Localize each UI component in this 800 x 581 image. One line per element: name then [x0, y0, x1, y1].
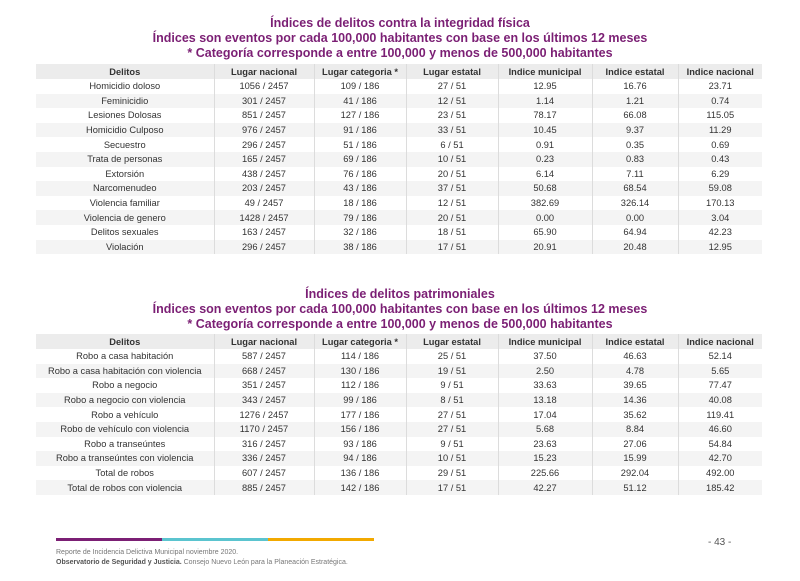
table-cell: 18 / 186 [314, 196, 406, 211]
crime-name-cell: Violencia familiar [36, 196, 214, 211]
table-cell: 20.48 [592, 240, 678, 255]
table-cell: 12 / 51 [406, 196, 498, 211]
section-1-subtitle: Índices son eventos por cada 100,000 habitantes con base en los últimos 12 meses [152, 31, 648, 45]
table-cell: 177 / 186 [314, 407, 406, 422]
table-cell: 15.23 [498, 451, 592, 466]
table-cell: 1056 / 2457 [214, 79, 314, 94]
table-cell: 156 / 186 [314, 422, 406, 437]
table-cell: 17 / 51 [406, 240, 498, 255]
crime-name-cell: Robo a transeúntes [36, 437, 214, 452]
crime-name-cell: Homicidio doloso [36, 79, 214, 94]
table-row [36, 181, 762, 196]
section-2-title: Índices de delitos patrimoniales [305, 287, 495, 301]
table-cell: 93 / 186 [314, 437, 406, 452]
table-cell: 0.00 [498, 210, 592, 225]
table-cell: 0.35 [592, 137, 678, 152]
table-cell: 14.36 [592, 393, 678, 408]
table-cell: 94 / 186 [314, 451, 406, 466]
table-cell: 9 / 51 [406, 437, 498, 452]
column-header: Indice municipal [498, 334, 592, 349]
table-cell: 8.84 [592, 422, 678, 437]
table-cell: 12.95 [678, 240, 762, 255]
table-row [36, 152, 762, 167]
table-cell: 0.23 [498, 152, 592, 167]
table-cell: 0.00 [592, 210, 678, 225]
table-cell: 12.95 [498, 79, 592, 94]
table-cell: 40.08 [678, 393, 762, 408]
section-1-title: Índices de delitos contra la integridad física [270, 16, 530, 30]
table-cell: 20.91 [498, 240, 592, 255]
table-row [36, 196, 762, 211]
table-cell: 163 / 2457 [214, 225, 314, 240]
column-header: Indice nacional [678, 334, 762, 349]
table-cell: 492.00 [678, 466, 762, 481]
table-cell: 0.83 [592, 152, 678, 167]
table-cell: 42.27 [498, 480, 592, 495]
section-2-heading [0, 287, 800, 332]
table-row [36, 466, 762, 481]
table-header-row [36, 334, 762, 349]
table-row [36, 407, 762, 422]
crime-name-cell: Feminicidio [36, 94, 214, 109]
table-cell: 109 / 186 [314, 79, 406, 94]
table-cell: 6.29 [678, 167, 762, 182]
table-cell: 0.74 [678, 94, 762, 109]
table-cell: 296 / 2457 [214, 137, 314, 152]
table-cell: 351 / 2457 [214, 378, 314, 393]
table-cell: 42.23 [678, 225, 762, 240]
crime-name-cell: Robo a vehículo [36, 407, 214, 422]
table-cell: 9.37 [592, 123, 678, 138]
table-cell: 851 / 2457 [214, 108, 314, 123]
column-header: Lugar estatal [406, 334, 498, 349]
footer-bar-segment [268, 538, 374, 541]
table-cell: 12 / 51 [406, 94, 498, 109]
crime-name-cell: Robo a negocio [36, 378, 214, 393]
table-cell: 41 / 186 [314, 94, 406, 109]
table-cell: 6.14 [498, 167, 592, 182]
table-cell: 16.76 [592, 79, 678, 94]
table-cell: 1428 / 2457 [214, 210, 314, 225]
crime-name-cell: Robo a negocio con violencia [36, 393, 214, 408]
column-header: Lugar estatal [406, 64, 498, 79]
crime-name-cell: Delitos sexuales [36, 225, 214, 240]
table-row [36, 240, 762, 255]
table-cell: 25 / 51 [406, 349, 498, 364]
table-cell: 27.06 [592, 437, 678, 452]
table-cell: 115.05 [678, 108, 762, 123]
table-cell: 38 / 186 [314, 240, 406, 255]
table-cell: 20 / 51 [406, 210, 498, 225]
section-2-note: * Categoría corresponde a entre 100,000 y menos de 500,000 habitantes [187, 317, 613, 331]
table-cell: 23.71 [678, 79, 762, 94]
table-cell: 52.14 [678, 349, 762, 364]
table-row [36, 210, 762, 225]
table-cell: 2.50 [498, 364, 592, 379]
footer-credits [56, 548, 348, 568]
crime-name-cell: Robo a casa habitación [36, 349, 214, 364]
table-cell: 607 / 2457 [214, 466, 314, 481]
table-cell: 37.50 [498, 349, 592, 364]
table-cell: 0.91 [498, 137, 592, 152]
table-cell: 0.69 [678, 137, 762, 152]
column-header: Delitos [36, 334, 214, 349]
crime-name-cell: Violencia de genero [36, 210, 214, 225]
table-cell: 4.78 [592, 364, 678, 379]
table-header-row [36, 64, 762, 79]
table-cell: 54.84 [678, 437, 762, 452]
column-header: Lugar categoria * [314, 334, 406, 349]
crime-name-cell: Robo a transeúntes con violencia [36, 451, 214, 466]
table-cell: 65.90 [498, 225, 592, 240]
table-cell: 64.94 [592, 225, 678, 240]
table-cell: 203 / 2457 [214, 181, 314, 196]
crime-name-cell: Lesiones Dolosas [36, 108, 214, 123]
table-row [36, 225, 762, 240]
table-row [36, 393, 762, 408]
table-cell: 46.60 [678, 422, 762, 437]
table-cell: 5.65 [678, 364, 762, 379]
footer-org-rest: Consejo Nuevo León para la Planeación Estratégica. [181, 559, 348, 566]
table-cell: 136 / 186 [314, 466, 406, 481]
table-cell: 33.63 [498, 378, 592, 393]
crime-name-cell: Robo de vehículo con violencia [36, 422, 214, 437]
column-header: Indice municipal [498, 64, 592, 79]
footer-org-name: Observatorio de Seguridad y Justicia. [56, 559, 182, 566]
column-header: Delitos [36, 64, 214, 79]
table-cell: 165 / 2457 [214, 152, 314, 167]
crime-name-cell: Total de robos con violencia [36, 480, 214, 495]
column-header: Lugar nacional [214, 334, 314, 349]
table-cell: 976 / 2457 [214, 123, 314, 138]
table-cell: 885 / 2457 [214, 480, 314, 495]
table-cell: 326.14 [592, 196, 678, 211]
table-cell: 382.69 [498, 196, 592, 211]
table-cell: 29 / 51 [406, 466, 498, 481]
footer-bar-segment [162, 538, 268, 541]
table-cell: 78.17 [498, 108, 592, 123]
page-number: - 43 - [708, 537, 732, 548]
table-cell: 23.63 [498, 437, 592, 452]
table-cell: 69 / 186 [314, 152, 406, 167]
table-cell: 11.29 [678, 123, 762, 138]
table-cell: 27 / 51 [406, 407, 498, 422]
table-cell: 130 / 186 [314, 364, 406, 379]
table-row [36, 364, 762, 379]
physical-integrity-table [36, 64, 762, 254]
table-cell: 170.13 [678, 196, 762, 211]
crime-name-cell: Homicidio Culposo [36, 123, 214, 138]
crime-name-cell: Secuestro [36, 137, 214, 152]
table-cell: 19 / 51 [406, 364, 498, 379]
table-cell: 20 / 51 [406, 167, 498, 182]
table-cell: 8 / 51 [406, 393, 498, 408]
table-cell: 18 / 51 [406, 225, 498, 240]
table-cell: 10.45 [498, 123, 592, 138]
table-cell: 59.08 [678, 181, 762, 196]
table-cell: 3.04 [678, 210, 762, 225]
crime-name-cell: Narcomenudeo [36, 181, 214, 196]
table-cell: 37 / 51 [406, 181, 498, 196]
table-cell: 1.21 [592, 94, 678, 109]
crime-name-cell: Total de robos [36, 466, 214, 481]
table-cell: 301 / 2457 [214, 94, 314, 109]
table-row [36, 79, 762, 94]
table-cell: 343 / 2457 [214, 393, 314, 408]
table-cell: 23 / 51 [406, 108, 498, 123]
table-cell: 99 / 186 [314, 393, 406, 408]
table-cell: 127 / 186 [314, 108, 406, 123]
crime-name-cell: Extorsión [36, 167, 214, 182]
table-cell: 114 / 186 [314, 349, 406, 364]
table-cell: 438 / 2457 [214, 167, 314, 182]
table-cell: 79 / 186 [314, 210, 406, 225]
table-row [36, 451, 762, 466]
table-row [36, 167, 762, 182]
table-cell: 27 / 51 [406, 79, 498, 94]
section-1-note: * Categoría corresponde a entre 100,000 y menos de 500,000 habitantes [187, 46, 613, 60]
column-header: Lugar categoria * [314, 64, 406, 79]
crime-name-cell: Robo a casa habitación con violencia [36, 364, 214, 379]
table-cell: 50.68 [498, 181, 592, 196]
table-cell: 49 / 2457 [214, 196, 314, 211]
table-row [36, 123, 762, 138]
footer-bar-segment [56, 538, 162, 541]
column-header: Indice nacional [678, 64, 762, 79]
table-cell: 33 / 51 [406, 123, 498, 138]
table-cell: 185.42 [678, 480, 762, 495]
table-cell: 43 / 186 [314, 181, 406, 196]
table-cell: 10 / 51 [406, 152, 498, 167]
column-header: Lugar nacional [214, 64, 314, 79]
table-row [36, 378, 762, 393]
table-cell: 1170 / 2457 [214, 422, 314, 437]
table-cell: 13.18 [498, 393, 592, 408]
table-cell: 296 / 2457 [214, 240, 314, 255]
table-cell: 9 / 51 [406, 378, 498, 393]
table-row [36, 94, 762, 109]
table-cell: 27 / 51 [406, 422, 498, 437]
table-cell: 91 / 186 [314, 123, 406, 138]
table-cell: 5.68 [498, 422, 592, 437]
table-cell: 66.08 [592, 108, 678, 123]
table-row [36, 137, 762, 152]
table-cell: 51 / 186 [314, 137, 406, 152]
table-cell: 142 / 186 [314, 480, 406, 495]
table-cell: 119.41 [678, 407, 762, 422]
property-crimes-table [36, 334, 762, 495]
table-cell: 0.43 [678, 152, 762, 167]
table-row [36, 480, 762, 495]
footer-color-bar [56, 538, 374, 541]
table-cell: 51.12 [592, 480, 678, 495]
table-cell: 39.65 [592, 378, 678, 393]
crime-name-cell: Trata de personas [36, 152, 214, 167]
table-row [36, 349, 762, 364]
table-cell: 17.04 [498, 407, 592, 422]
column-header: Indice estatal [592, 334, 678, 349]
table-cell: 336 / 2457 [214, 451, 314, 466]
table-cell: 1.14 [498, 94, 592, 109]
table-cell: 17 / 51 [406, 480, 498, 495]
table-cell: 112 / 186 [314, 378, 406, 393]
table-cell: 587 / 2457 [214, 349, 314, 364]
table-cell: 68.54 [592, 181, 678, 196]
table-cell: 35.62 [592, 407, 678, 422]
table-cell: 292.04 [592, 466, 678, 481]
footer-report-line: Reporte de Incidencia Delictiva Municipal noviembre 2020. [56, 549, 239, 556]
footer-org-line [56, 558, 348, 568]
table-cell: 6 / 51 [406, 137, 498, 152]
crime-name-cell: Violación [36, 240, 214, 255]
table-cell: 76 / 186 [314, 167, 406, 182]
table-cell: 10 / 51 [406, 451, 498, 466]
table-cell: 46.63 [592, 349, 678, 364]
table-row [36, 437, 762, 452]
table-cell: 1276 / 2457 [214, 407, 314, 422]
table-cell: 32 / 186 [314, 225, 406, 240]
table-cell: 15.99 [592, 451, 678, 466]
table-cell: 77.47 [678, 378, 762, 393]
column-header: Indice estatal [592, 64, 678, 79]
table-cell: 7.11 [592, 167, 678, 182]
table-row [36, 422, 762, 437]
section-2-subtitle: Índices son eventos por cada 100,000 habitantes con base en los últimos 12 meses [152, 302, 648, 316]
table-cell: 668 / 2457 [214, 364, 314, 379]
section-1-heading [0, 16, 800, 61]
table-cell: 42.70 [678, 451, 762, 466]
table-cell: 225.66 [498, 466, 592, 481]
table-cell: 316 / 2457 [214, 437, 314, 452]
table-row [36, 108, 762, 123]
